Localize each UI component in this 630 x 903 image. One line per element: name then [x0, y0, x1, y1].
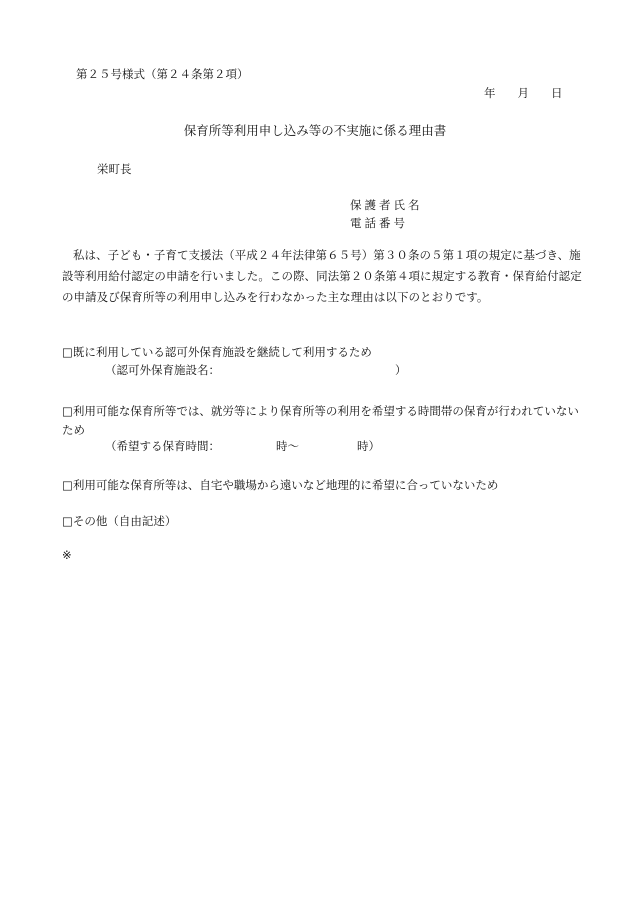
- desired-hours-mid: 時～: [276, 439, 299, 453]
- option-hours-unavailable[interactable]: □利用可能な保育所等では、就労等により保育所等の利用を希望する時間帯の保育が行われていないため: [62, 404, 579, 437]
- note-mark: ※: [62, 548, 72, 562]
- option-licensed-facility-continue[interactable]: □既に利用している認可外保育施設を継続して利用するため: [62, 345, 372, 359]
- option-location-unsuitable[interactable]: □利用可能な保育所等は、自宅や職場から遠いなど地理的に希望に合っていないため: [62, 478, 499, 492]
- option-facility-name-line: [105, 362, 407, 378]
- guardian-name-label: 保護者氏名: [350, 198, 423, 212]
- date-month-label: 月: [517, 86, 529, 100]
- recipient: 栄町長: [97, 162, 132, 176]
- statement-body: 私は、子ども・子育て支援法（平成２４年法律第６５号）第３０条の５第１項の規定に基づき、施設等利用給付認定の申請を行いました。この際、同法第２０条第４項に規定する教育・保育給付認定の申請及び保育所等の利用申し込みを行わなかった主な理由は以下のとおりです。: [62, 248, 582, 304]
- desired-hours-close: 時）: [357, 439, 380, 453]
- date-day-label: 日: [551, 86, 563, 100]
- date-year-label: 年: [484, 86, 496, 100]
- option-desired-hours-line: [105, 438, 380, 454]
- phone-number-label: 電話番号: [350, 216, 408, 230]
- option-other[interactable]: □その他（自由記述）: [62, 514, 177, 528]
- document-title: 保育所等利用申し込み等の不実施に係る理由書: [183, 123, 447, 138]
- facility-name-open: （認可外保育施設名：: [105, 363, 220, 377]
- form-number-label: 第２５号様式（第２４条第２項）: [76, 67, 249, 81]
- facility-name-close: ）: [395, 363, 407, 377]
- date-line: [484, 85, 563, 101]
- desired-hours-open: （希望する保育時間：: [105, 439, 220, 453]
